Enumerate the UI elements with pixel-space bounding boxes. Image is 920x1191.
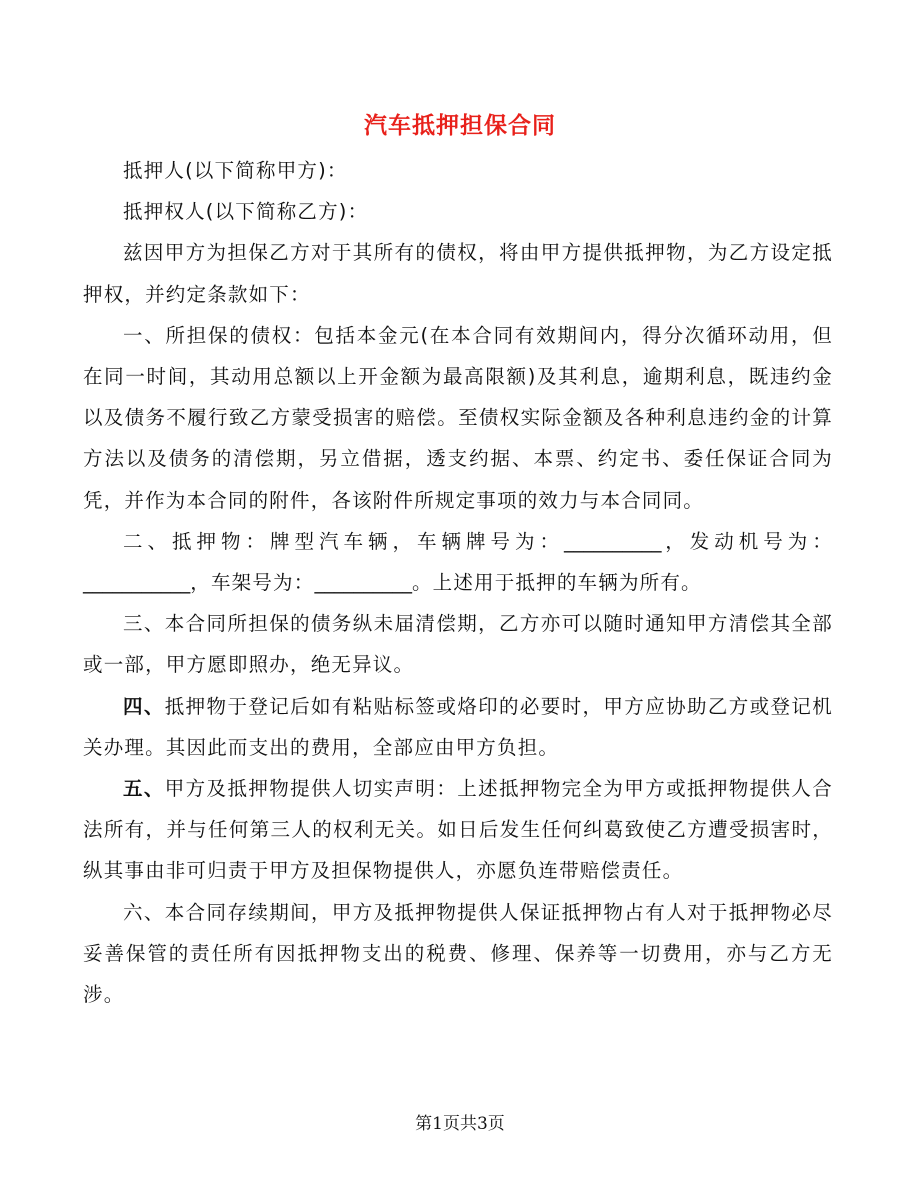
- clause-2-text-3: ，车架号为：: [190, 571, 315, 595]
- document-body: [83, 150, 833, 1015]
- clause-1: [83, 315, 833, 521]
- clause-4-text: 抵押物于登记后如有粘贴标签或烙印的必要时，甲方应协助乙方或登记机关办理。其因此而支出的费用，全部应由甲方负担。: [83, 694, 833, 759]
- clause-3-text: 本合同所担保的债务纵未届清偿期，乙方亦可以随时通知甲方清偿其全部或一部，甲方愿即照办，绝无异议。: [83, 612, 833, 677]
- clause-3-label: 三、: [123, 612, 165, 636]
- page-number-footer: 第1页共3页: [415, 1114, 505, 1134]
- clause-4-label: 四、: [123, 694, 165, 718]
- engine-number-blank: ___________: [83, 571, 191, 595]
- clause-6-text: 本合同存续期间，甲方及抵押物提供人保证抵押物占有人对于抵押物必尽妥善保管的责任所有因抵押物支出的税费、修理、保养等一切费用，亦与乙方无涉。: [83, 900, 833, 1007]
- plate-number-blank: __________: [564, 529, 662, 553]
- clause-1-text: 所担保的债权：包括本金元(在本合同有效期间内，得分次循环动用，但在同一时间，其动用总额以上开金额为最高限额)及其利息，逾期利息，既违约金以及债务不履行致乙方蒙受损害的赔偿。至债权实际金额及各种利息违约金的计算方法以及债务的清偿期，另立借据，透支约据、本票、约定书、委任保证合同为凭，并作为本合同的附件，各该附件所规定事项的效力与本合同同。: [83, 323, 833, 512]
- party-b-line: 抵押权人(以下简称乙方)：: [123, 200, 369, 224]
- clause-6-label: 六、: [123, 900, 165, 924]
- clause-6: [83, 892, 833, 1016]
- clause-5-text: 甲方及抵押物提供人切实声明：上述抵押物完全为甲方或抵押物提供人合法所有，并与任何第三人的权利无关。如日后发生任何纠葛致使乙方遭受损害时，纵其事由非可归责于甲方及担保物提供人，亦愿负连带赔偿责任。: [83, 777, 833, 883]
- clause-2: [83, 521, 833, 603]
- clause-2-text-2: ，发动机号为：: [661, 529, 833, 553]
- document-title: 汽车抵押担保合同: [364, 113, 556, 139]
- clause-5: [83, 768, 833, 892]
- preamble-paragraph: 兹因甲方为担保乙方对于其所有的债权，将由甲方提供抵押物，为乙方设定抵押权，并约定条款如下：: [83, 241, 833, 306]
- clause-2-label: 二、: [123, 529, 172, 553]
- clause-3: [83, 603, 833, 685]
- clause-4: [83, 686, 833, 768]
- chassis-number-blank: __________: [314, 571, 412, 595]
- clause-5-label: 五、: [123, 777, 165, 801]
- clause-2-text-1: 抵押物：牌型汽车辆，车辆牌号为：: [172, 529, 564, 553]
- party-a-line: 抵押人(以下简称甲方)：: [123, 159, 348, 182]
- clause-2-text-4: 。上述用于抵押的车辆为所有。: [411, 571, 702, 595]
- clause-1-label: 一、: [123, 323, 166, 347]
